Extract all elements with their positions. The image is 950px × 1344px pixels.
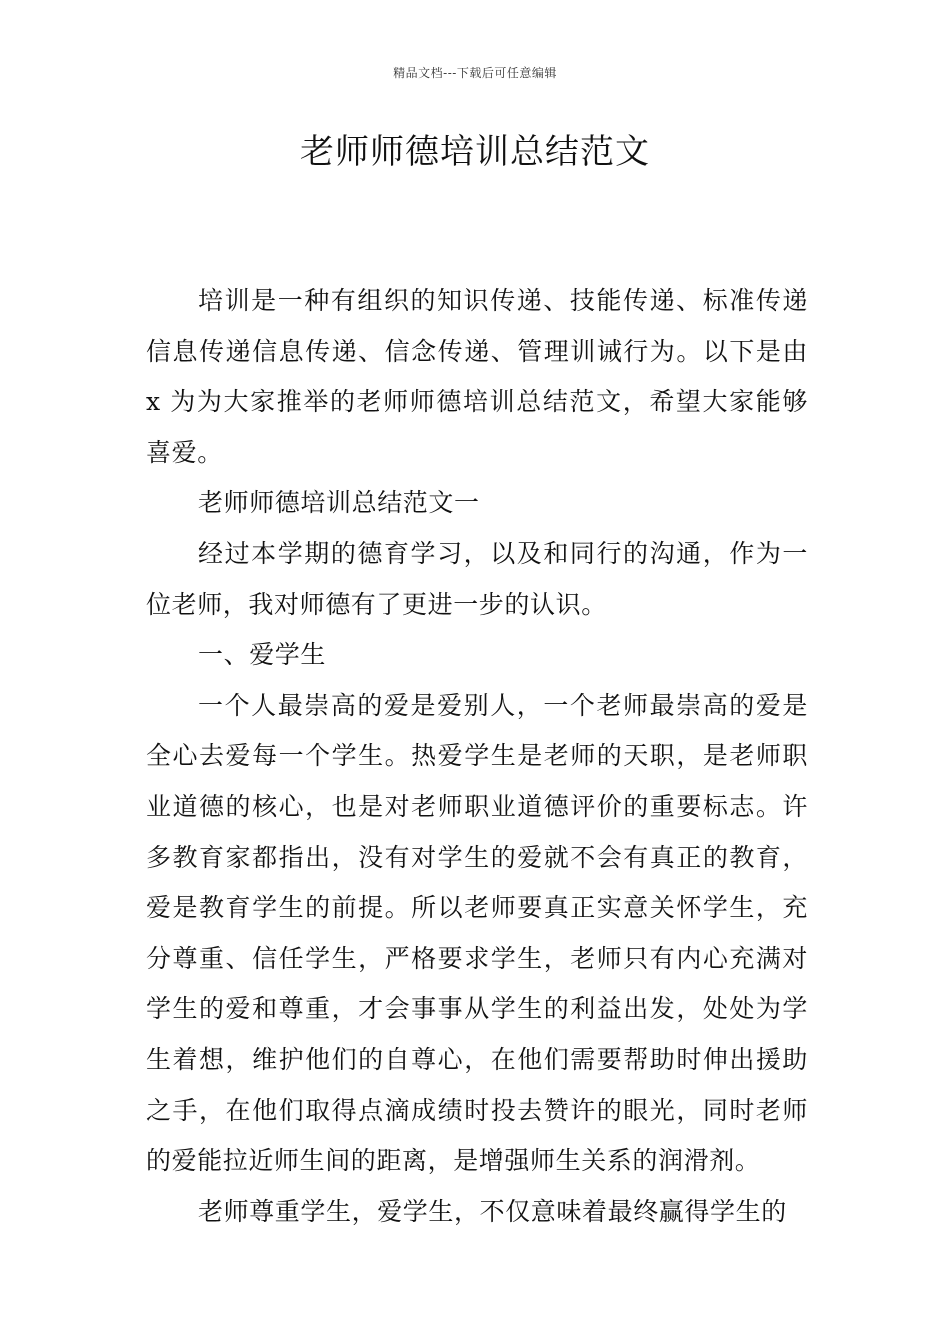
section-heading: 老师师德培训总结范文一 (198, 488, 480, 518)
paragraph: 经过本学期的德育学习，以及和同行的沟通，作为一位老师，我对师德有了更进一步的认识。 (146, 538, 808, 619)
header-note: 精品文档---下载后可任意编辑 (393, 66, 557, 80)
document-title: 老师师德培训总结范文 (300, 132, 650, 172)
paragraph: 一个人最崇高的爱是爱别人，一个老师最崇高的爱是全心去爱每一个学生。热爱学生是老师的天职，是老师职业道德的核心，也是对老师职业道德评价的重要标志。许多教育家都指出，没有对学生的爱就不会有真正的教育，爱是教育学生的前提。所以老师要真正实意关怀学生，充分尊重、信任学生，严格要求学生，老师只有内心充满对学生的爱和尊重，才会事事从学生的利益出发，处处为学生着想，维护他们的自尊心，在他们需要帮助时伸出援助之手，在他们取得点滴成绩时投去赞许的眼光，同时老师的爱能拉近师生间的距离，是增强师生关系的润滑剂。 (146, 690, 808, 1176)
intro-paragraph: 培训是一种有组织的知识传递、技能传递、标准传递信息传递信息传递、信念传递、管理训诫行为。以下是由 x 为为大家推举的老师师德培训总结范文，希望大家能够喜爱。 (146, 286, 808, 467)
paragraph: 老师尊重学生，爱学生，不仅意味着最终赢得学生的 (198, 1196, 787, 1226)
document-body (146, 276, 808, 1237)
subsection-heading: 一、爱学生 (198, 640, 327, 670)
